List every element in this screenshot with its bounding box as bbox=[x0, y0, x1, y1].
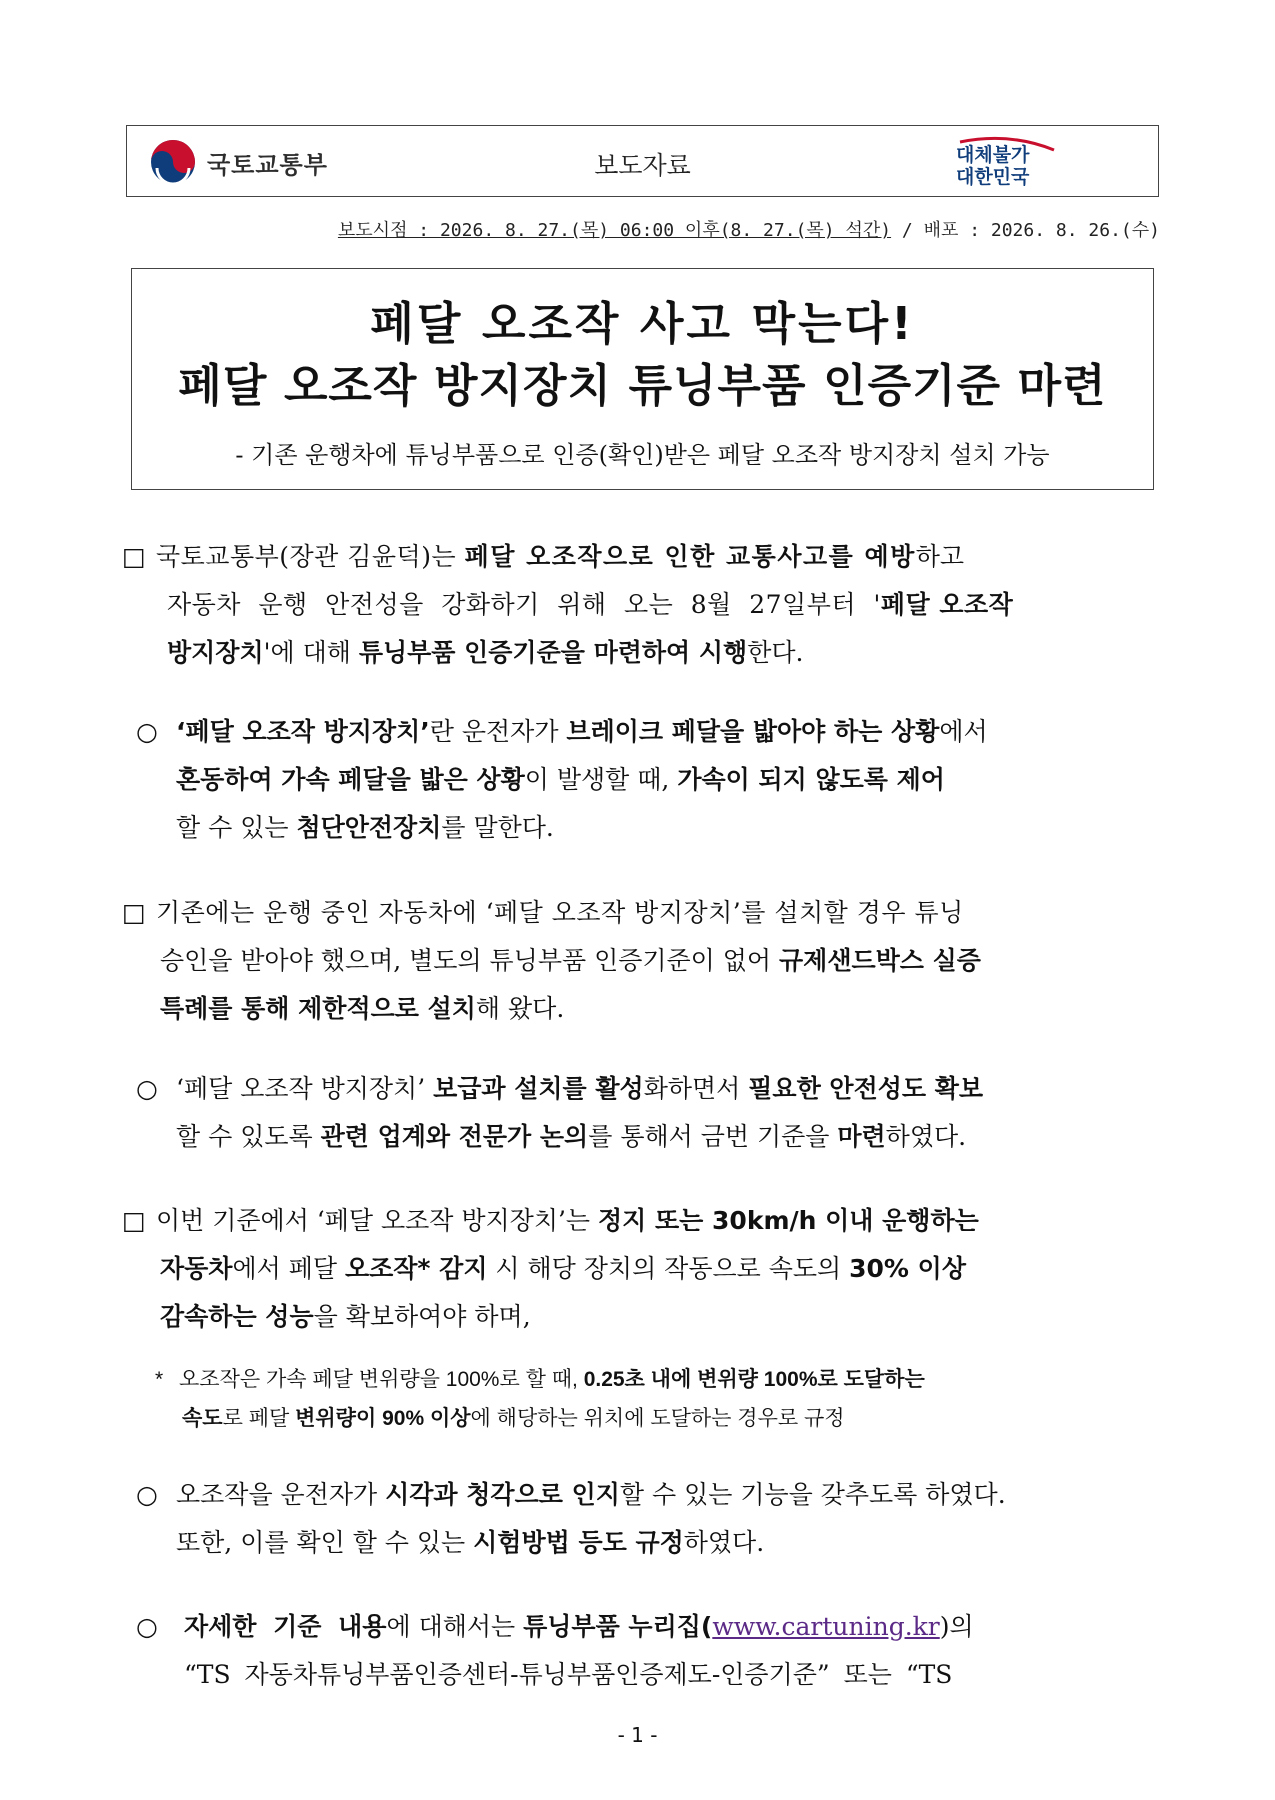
document-header bbox=[126, 125, 1159, 197]
ministry-name: 국토교통부 bbox=[207, 150, 328, 179]
embargo-time: 보도시점 : 2026. 8. 27.(목) 06:00 이후(8. 27.(목) 석간) bbox=[337, 220, 892, 241]
paragraph-6-line-2: 또한, 이를 확인 할 수 있는 시험방법 등도 규정하였다. bbox=[176, 1528, 765, 1557]
paragraph-5-line-1: □ 이번 기준에서 ‘페달 오조작 방지장치’는 정지 또는 30km/h 이내 운행하는 bbox=[122, 1206, 979, 1235]
paragraph-5-line-3: 감속하는 성능을 확보하여야 하며, bbox=[160, 1302, 531, 1331]
subsection-marker: ○ bbox=[136, 1612, 158, 1641]
paragraph-7-line-2: “TS 자동차튜닝부품인증센터-튜닝부품인증제도-인증기준” 또는 “TS bbox=[184, 1660, 953, 1689]
subsection-marker: ○ bbox=[136, 717, 158, 746]
release-separator: / bbox=[891, 220, 924, 241]
footnote-marker: * bbox=[155, 1368, 164, 1391]
distribution-date: 배포 : 2026. 8. 26.(수) bbox=[923, 220, 1160, 241]
headline-box bbox=[131, 268, 1154, 490]
slogan-logo bbox=[950, 136, 1058, 188]
headline-subtitle: - 기존 운행차에 튜닝부품으로 인증(확인)받은 페달 오조작 방지장치 설치 가능 bbox=[235, 441, 1050, 469]
document-type: 보도자료 bbox=[594, 151, 691, 180]
paragraph-6-line-1: ○ 오조작을 운전자가 시각과 청각으로 인지할 수 있는 기능을 갖추도록 하였다. bbox=[136, 1480, 1006, 1509]
paragraph-1-line-1: □ 국토교통부(장관 김윤덕)는 페달 오조작으로 인한 교통사고를 예방하고 bbox=[122, 542, 965, 571]
subsection-marker: ○ bbox=[136, 1480, 158, 1509]
paragraph-2-line-1: ○ ‘페달 오조작 방지장치’란 운전자가 브레이크 페달을 밟아야 하는 상황에서 bbox=[136, 717, 988, 746]
paragraph-5-line-2: 자동차에서 페달 오조작* 감지 시 해당 장치의 작동으로 속도의 30% 이상 bbox=[160, 1254, 966, 1283]
paragraph-1-line-2: 자동차 운행 안전성을 강화하기 위해 오는 8월 27일부터 '페달 오조작 bbox=[167, 590, 1014, 619]
paragraph-4-line-1: ○ ‘페달 오조작 방지장치’ 보급과 설치를 활성화하면서 필요한 안전성도 확보 bbox=[136, 1074, 984, 1103]
cartuning-link[interactable]: www.cartuning.kr bbox=[712, 1612, 940, 1641]
paragraph-4-line-2: 할 수 있도록 관련 업계와 전문가 논의를 통해서 금번 기준을 마련하였다. bbox=[176, 1122, 967, 1151]
headline-line1: 페달 오조작 사고 막는다! bbox=[370, 297, 915, 350]
slogan-line1: 대체불가 bbox=[956, 144, 1030, 166]
section-marker: □ bbox=[122, 1206, 146, 1235]
footnote-line-1: * 오조작은 가속 페달 변위량을 100%로 할 때, 0.25초 내에 변위량 100%로 도달하는 bbox=[155, 1368, 925, 1391]
paragraph-3-line-2: 승인을 받아야 했으며, 별도의 튜닝부품 인증기준이 없어 규제샌드박스 실증 bbox=[160, 946, 981, 975]
release-info bbox=[338, 216, 1160, 242]
page-number: - 1 - bbox=[617, 1723, 658, 1747]
slogan-line2: 대한민국 bbox=[956, 166, 1030, 188]
section-marker: □ bbox=[122, 898, 147, 927]
paragraph-1-line-3: 방지장치'에 대해 튜닝부품 인증기준을 마련하여 시행한다. bbox=[167, 638, 804, 667]
subsection-marker: ○ bbox=[136, 1074, 158, 1103]
headline-line2: 페달 오조작 방지장치 튜닝부품 인증기준 마련 bbox=[178, 359, 1107, 412]
paragraph-3-line-3: 특례를 통해 제한적으로 설치해 왔다. bbox=[160, 994, 565, 1023]
paragraph-7-line-1: ○ 자세한 기준 내용에 대해서는 튜닝부품 누리집(www.cartuning.kr)의 bbox=[136, 1612, 974, 1641]
paragraph-2-line-2: 혼동하여 가속 페달을 밟은 상황이 발생할 때, 가속이 되지 않도록 제어 bbox=[176, 765, 945, 794]
footnote-line-2: 속도로 페달 변위량이 90% 이상에 해당하는 위치에 도달하는 경우로 규정 bbox=[182, 1407, 845, 1430]
section-marker: □ bbox=[122, 542, 146, 571]
paragraph-3-line-1: □ 기존에는 운행 중인 자동차에 ‘페달 오조작 방지장치’를 설치할 경우 튜닝 bbox=[122, 898, 964, 927]
paragraph-2-line-3: 할 수 있는 첨단안전장치를 말한다. bbox=[176, 813, 554, 842]
